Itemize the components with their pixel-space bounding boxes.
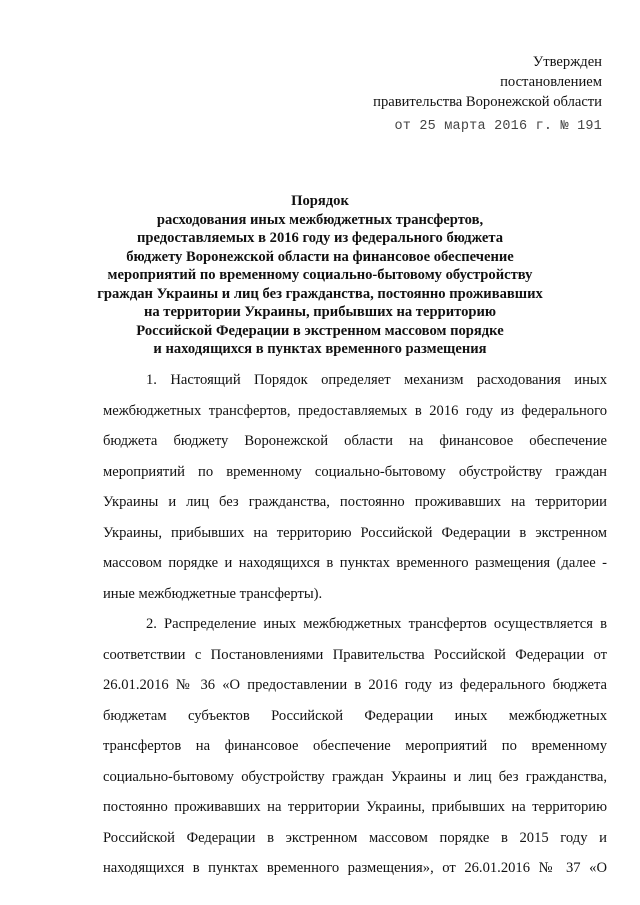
title-line: Порядок [291,193,349,209]
approval-stamp [373,52,602,137]
title-line: предоставляемых в 2016 году из федерального бюджета [136,230,503,246]
paragraph-line: мероприятий по временному социально-бытовому обустройству граждан [103,463,607,480]
paragraph-line: иные межбюджетные трансферты). [103,585,323,602]
paragraph-line: Украины, прибывших на территорию Российской Федерации в экстренном [103,524,607,541]
paragraph-line: находящихся в пунктах временного размещения», от 26.01.2016 № 37 «О [103,860,607,876]
paragraph-line: бюджетам субъектов Российской Федерации иных межбюджетных [103,707,607,724]
title-line: граждан Украины и лиц без гражданства, постоянно проживавших [97,285,543,302]
title-line: Российской Федерации в экстренном массовом порядке [136,322,504,339]
paragraph-1 [103,365,607,609]
title-line: и находящихся в пунктах временного размещения [153,341,487,357]
paragraph-line: бюджета бюджету Воронежской области на финансовое обеспечение [103,433,607,449]
paragraph-line: 1. Настоящий Порядок определяет механизм расходования иных [146,372,607,388]
title-line: бюджету Воронежской области на финансовое обеспечение [126,248,514,265]
paragraph-2 [103,609,607,884]
paragraph-line: трансфертов на финансовое обеспечение мероприятий по временному [103,738,607,754]
paragraph-line: социально-бытовому обустройству граждан Украины и лиц без гражданства, [103,768,607,785]
paragraph-line: массовом порядке и находящихся в пунктах временного размещения (далее - [103,555,607,571]
paragraph-line: межбюджетных трансфертов, предоставляемых в 2016 году из федерального [103,402,607,419]
document-body [103,365,607,884]
paragraph-line: 26.01.2016 № 36 «О предоставлении в 2016 году из федерального бюджета [103,677,607,693]
approval-line-government: правительства Воронежской области [373,94,602,110]
approval-line-resolution: постановлением [500,74,602,90]
title-line: мероприятий по временному социально-бытовому обустройству [107,267,533,283]
paragraph-line: соответствии с Постановлениями Правительства Российской Федерации от [103,646,607,663]
paragraph-line: Украины и лиц без гражданства, постоянно проживавших на территории [103,494,607,510]
approval-line-approved: Утвержден [532,54,602,70]
paragraph-line: постоянно проживавших на территории Украины, прибывших на территорию [103,799,607,815]
title-line: на территории Украины, прибывших на территорию [143,304,497,320]
paragraph-line: 2. Распределение иных межбюджетных трансфертов осуществляется в [146,616,607,632]
document-title [70,192,570,359]
paragraph-line: Российской Федерации в экстренном массовом порядке в 2015 году и [103,829,607,846]
approval-date: от 25 марта 2016 г. № 191 [394,119,602,134]
title-line: расходования иных межбюджетных трансфертов, [156,211,484,228]
